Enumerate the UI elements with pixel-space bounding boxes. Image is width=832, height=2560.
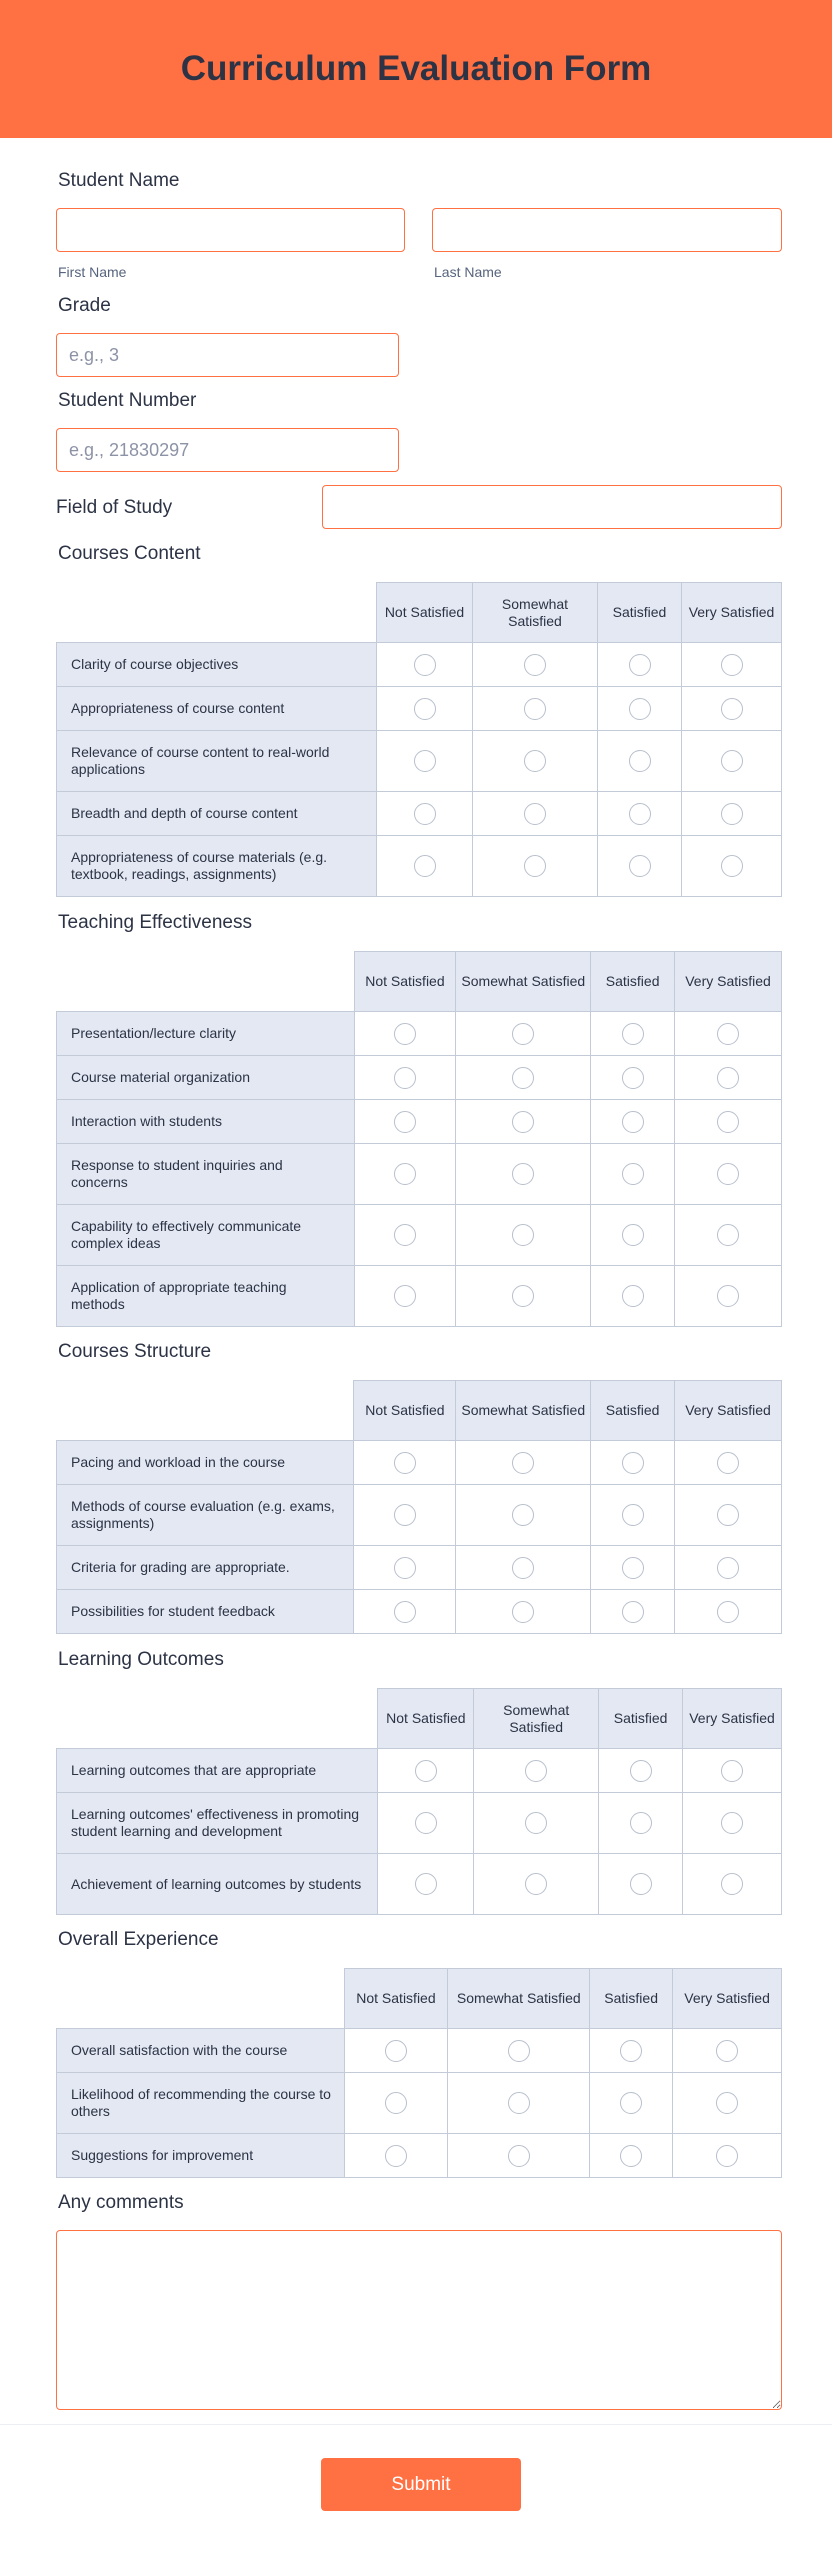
rating-radio[interactable] (622, 1111, 644, 1133)
matrix-row (57, 836, 782, 897)
matrix-cell (683, 1854, 782, 1915)
matrix-cell (683, 1749, 782, 1793)
rating-radio[interactable] (630, 1812, 652, 1834)
section-title: Learning Outcomes (58, 1649, 224, 1670)
last-name-input[interactable] (432, 208, 782, 252)
rating-radio[interactable] (622, 1067, 644, 1089)
matrix-column-header: Not Satisfied (378, 1689, 474, 1749)
rating-radio[interactable] (415, 1760, 437, 1782)
matrix-cell (675, 1266, 782, 1327)
submit-button[interactable]: Submit (321, 2458, 521, 2511)
matrix-cell (591, 1144, 675, 1205)
matrix-cell (591, 1546, 675, 1590)
matrix-cell (591, 1590, 675, 1634)
matrix-column-header: Somewhat Satisfied (473, 583, 598, 643)
section-title: Courses Structure (58, 1341, 212, 1362)
matrix-cell (682, 792, 782, 836)
matrix-column-header: Not Satisfied (344, 1969, 448, 2029)
rating-radio[interactable] (414, 855, 436, 877)
matrix-cell (456, 1012, 591, 1056)
matrix-cell (599, 1854, 683, 1915)
matrix-cell (448, 2029, 590, 2073)
matrix-cell (456, 1590, 591, 1634)
matrix-cell (473, 836, 598, 897)
matrix-cell (473, 792, 598, 836)
rating-radio[interactable] (524, 654, 546, 676)
matrix-column-header: Satisfied (599, 1689, 683, 1749)
rating-radio[interactable] (716, 2092, 738, 2114)
matrix-row-label: Capability to effectively communicate complex ideas (57, 1205, 355, 1266)
matrix-cell (377, 643, 473, 687)
section-title: Teaching Effectiveness (58, 912, 252, 933)
rating-radio[interactable] (629, 654, 651, 676)
matrix-row-label: Learning outcomes' effectiveness in promoting student learning and development (57, 1793, 378, 1854)
rating-radio[interactable] (525, 1812, 547, 1834)
matrix-cell (377, 836, 473, 897)
matrix-row (57, 1205, 782, 1266)
section-title: Courses Content (58, 543, 201, 564)
rating-radio[interactable] (629, 855, 651, 877)
rating-radio[interactable] (717, 1111, 739, 1133)
matrix-cell (378, 1793, 474, 1854)
matrix-cell (598, 731, 682, 792)
matrix-corner (57, 583, 377, 643)
rating-radio[interactable] (629, 698, 651, 720)
matrix-row-label: Suggestions for improvement (57, 2134, 345, 2178)
rating-radio[interactable] (394, 1557, 416, 1579)
rating-radio[interactable] (622, 1023, 644, 1045)
matrix-cell (598, 836, 682, 897)
rating-radio[interactable] (721, 855, 743, 877)
rating-radio[interactable] (717, 1067, 739, 1089)
grade-label: Grade (58, 295, 111, 316)
matrix-cell (599, 1793, 683, 1854)
rating-radio[interactable] (414, 803, 436, 825)
field-of-study-label: Field of Study (56, 497, 173, 518)
rating-radio[interactable] (508, 2145, 530, 2167)
matrix-row-label: Appropriateness of course materials (e.g. textbook, readings, assignments) (57, 836, 377, 897)
matrix-cell (354, 1266, 456, 1327)
matrix-column-header: Somewhat Satisfied (448, 1969, 590, 2029)
rating-radio[interactable] (512, 1285, 534, 1307)
matrix-column-header: Somewhat Satisfied (456, 952, 591, 1012)
matrix-row (57, 2029, 782, 2073)
rating-radio[interactable] (512, 1224, 534, 1246)
matrix-row (57, 1749, 782, 1793)
matrix-row (57, 643, 782, 687)
matrix-cell (682, 687, 782, 731)
matrix-row (57, 1546, 782, 1590)
rating-radio[interactable] (717, 1023, 739, 1045)
matrix-row (57, 792, 782, 836)
matrix-column-header: Not Satisfied (354, 952, 456, 1012)
matrix-row-label: Relevance of course content to real-world applications (57, 731, 377, 792)
matrix-row-label: Possibilities for student feedback (57, 1590, 354, 1634)
rating-radio[interactable] (394, 1285, 416, 1307)
rating-radio[interactable] (622, 1601, 644, 1623)
matrix-cell (673, 2029, 782, 2073)
rating-radio[interactable] (620, 2092, 642, 2114)
matrix-corner (57, 1969, 345, 2029)
matrix-column-header: Very Satisfied (683, 1689, 782, 1749)
matrix-row (57, 731, 782, 792)
matrix-cell (675, 1205, 782, 1266)
rating-radio[interactable] (394, 1601, 416, 1623)
rating-radio[interactable] (620, 2040, 642, 2062)
rating-radio[interactable] (717, 1163, 739, 1185)
rating-radio[interactable] (716, 2040, 738, 2062)
matrix-row-label: Methods of course evaluation (e.g. exams, assignments) (57, 1485, 354, 1546)
matrix-cell (344, 2134, 448, 2178)
matrix-cell (448, 2073, 590, 2134)
rating-radio[interactable] (512, 1111, 534, 1133)
rating-radio[interactable] (394, 1111, 416, 1133)
rating-radio[interactable] (512, 1163, 534, 1185)
rating-radio[interactable] (717, 1224, 739, 1246)
matrix-column-header: Satisfied (591, 1381, 675, 1441)
matrix-cell (591, 1441, 675, 1485)
matrix-cell (682, 643, 782, 687)
matrix-cell (456, 1546, 591, 1590)
matrix-cell (456, 1441, 591, 1485)
rating-radio[interactable] (512, 1452, 534, 1474)
rating-radio[interactable] (512, 1504, 534, 1526)
rating-radio[interactable] (415, 1812, 437, 1834)
matrix-cell (591, 1485, 675, 1546)
footer-divider (0, 2424, 832, 2425)
matrix-row-label: Response to student inquiries and concerns (57, 1144, 355, 1205)
rating-radio[interactable] (414, 654, 436, 676)
rating-radio[interactable] (524, 750, 546, 772)
rating-radio[interactable] (524, 855, 546, 877)
rating-radio[interactable] (717, 1504, 739, 1526)
matrix-cell (344, 2029, 448, 2073)
matrix-cell (598, 643, 682, 687)
matrix-cell (354, 1144, 456, 1205)
learning-outcomes-matrix (56, 1688, 782, 1915)
rating-radio[interactable] (721, 1873, 743, 1895)
first-name-input[interactable] (56, 208, 405, 252)
rating-radio[interactable] (717, 1452, 739, 1474)
matrix-cell (354, 1441, 456, 1485)
matrix-cell (377, 687, 473, 731)
matrix-cell (590, 2029, 673, 2073)
rating-radio[interactable] (620, 2145, 642, 2167)
matrix-row (57, 1144, 782, 1205)
matrix-row-label: Presentation/lecture clarity (57, 1012, 355, 1056)
matrix-cell (354, 1012, 456, 1056)
rating-radio[interactable] (629, 803, 651, 825)
matrix-row (57, 1266, 782, 1327)
matrix-row (57, 1854, 782, 1915)
matrix-column-header: Very Satisfied (673, 1969, 782, 2029)
rating-radio[interactable] (512, 1067, 534, 1089)
section-title: Overall Experience (58, 1929, 219, 1950)
matrix-cell (474, 1749, 599, 1793)
matrix-cell (378, 1749, 474, 1793)
rating-radio[interactable] (394, 1452, 416, 1474)
matrix-row-label: Clarity of course objectives (57, 643, 377, 687)
matrix-cell (354, 1546, 456, 1590)
rating-radio[interactable] (721, 1812, 743, 1834)
matrix-column-header: Not Satisfied (354, 1381, 456, 1441)
rating-radio[interactable] (385, 2145, 407, 2167)
matrix-cell (673, 2134, 782, 2178)
rating-radio[interactable] (629, 750, 651, 772)
matrix-cell (474, 1854, 599, 1915)
form-header (0, 0, 832, 138)
matrix-cell (599, 1749, 683, 1793)
matrix-row-label: Application of appropriate teaching methods (57, 1266, 355, 1327)
rating-radio[interactable] (414, 750, 436, 772)
matrix-row-label: Overall satisfaction with the course (57, 2029, 345, 2073)
form-title: Curriculum Evaluation Form (180, 49, 652, 88)
matrix-row (57, 1590, 782, 1634)
matrix-row-label: Breadth and depth of course content (57, 792, 377, 836)
teaching-effectiveness-matrix (56, 951, 782, 1327)
matrix-row (57, 1100, 782, 1144)
rating-radio[interactable] (622, 1285, 644, 1307)
rating-radio[interactable] (716, 2145, 738, 2167)
matrix-cell (456, 1205, 591, 1266)
student-name-label: Student Name (58, 170, 180, 191)
matrix-cell (675, 1485, 782, 1546)
matrix-column-header: Very Satisfied (675, 1381, 782, 1441)
courses-structure-matrix (56, 1380, 782, 1634)
rating-radio[interactable] (394, 1023, 416, 1045)
rating-radio[interactable] (508, 2092, 530, 2114)
matrix-cell (675, 1441, 782, 1485)
matrix-cell (377, 792, 473, 836)
matrix-cell (598, 792, 682, 836)
rating-radio[interactable] (508, 2040, 530, 2062)
matrix-cell (456, 1144, 591, 1205)
matrix-cell (344, 2073, 448, 2134)
matrix-cell (675, 1012, 782, 1056)
matrix-column-header: Satisfied (590, 1969, 673, 2029)
rating-radio[interactable] (512, 1601, 534, 1623)
rating-radio[interactable] (721, 654, 743, 676)
matrix-cell (591, 1205, 675, 1266)
rating-radio[interactable] (385, 2092, 407, 2114)
matrix-column-header: Satisfied (598, 583, 682, 643)
matrix-cell (598, 687, 682, 731)
matrix-row (57, 2134, 782, 2178)
first-name-sublabel: First Name (58, 264, 127, 280)
matrix-row (57, 1056, 782, 1100)
rating-radio[interactable] (717, 1601, 739, 1623)
matrix-column-header: Very Satisfied (675, 952, 782, 1012)
rating-radio[interactable] (385, 2040, 407, 2062)
matrix-cell (675, 1590, 782, 1634)
rating-radio[interactable] (394, 1504, 416, 1526)
comments-textarea[interactable] (56, 2230, 782, 2410)
courses-content-matrix (56, 582, 782, 897)
rating-radio[interactable] (524, 803, 546, 825)
student-number-label: Student Number (58, 390, 197, 411)
rating-radio[interactable] (622, 1163, 644, 1185)
matrix-cell (591, 1056, 675, 1100)
student-number-input[interactable] (56, 428, 399, 472)
matrix-column-header: Somewhat Satisfied (456, 1381, 591, 1441)
matrix-column-header: Satisfied (591, 952, 675, 1012)
rating-radio[interactable] (415, 1873, 437, 1895)
matrix-cell (456, 1266, 591, 1327)
matrix-cell (675, 1100, 782, 1144)
matrix-cell (377, 731, 473, 792)
rating-radio[interactable] (414, 698, 436, 720)
matrix-row (57, 1012, 782, 1056)
matrix-column-header: Very Satisfied (682, 583, 782, 643)
matrix-row (57, 2073, 782, 2134)
rating-radio[interactable] (721, 803, 743, 825)
rating-radio[interactable] (721, 1760, 743, 1782)
matrix-row (57, 1441, 782, 1485)
grade-input[interactable] (56, 333, 399, 377)
matrix-cell (682, 836, 782, 897)
matrix-row-label: Pacing and workload in the course (57, 1441, 354, 1485)
matrix-row-label: Achievement of learning outcomes by students (57, 1854, 378, 1915)
matrix-cell (378, 1854, 474, 1915)
rating-radio[interactable] (394, 1163, 416, 1185)
matrix-cell (456, 1100, 591, 1144)
matrix-cell (683, 1793, 782, 1854)
matrix-corner (57, 1381, 354, 1441)
matrix-cell (473, 731, 598, 792)
matrix-cell (354, 1056, 456, 1100)
rating-radio[interactable] (622, 1504, 644, 1526)
matrix-row-label: Likelihood of recommending the course to others (57, 2073, 345, 2134)
rating-radio[interactable] (721, 750, 743, 772)
matrix-row (57, 1485, 782, 1546)
matrix-cell (591, 1012, 675, 1056)
matrix-cell (354, 1590, 456, 1634)
last-name-sublabel: Last Name (434, 264, 502, 280)
rating-radio[interactable] (525, 1760, 547, 1782)
matrix-cell (673, 2073, 782, 2134)
rating-radio[interactable] (525, 1873, 547, 1895)
matrix-cell (591, 1100, 675, 1144)
matrix-cell (675, 1144, 782, 1205)
matrix-cell (682, 731, 782, 792)
matrix-row (57, 687, 782, 731)
field-of-study-input[interactable] (322, 485, 782, 529)
matrix-cell (354, 1485, 456, 1546)
matrix-cell (354, 1100, 456, 1144)
rating-radio[interactable] (630, 1760, 652, 1782)
rating-radio[interactable] (717, 1557, 739, 1579)
overall-experience-matrix (56, 1968, 782, 2178)
rating-radio[interactable] (622, 1452, 644, 1474)
rating-radio[interactable] (630, 1873, 652, 1895)
matrix-row-label: Learning outcomes that are appropriate (57, 1749, 378, 1793)
matrix-cell (591, 1266, 675, 1327)
matrix-cell (456, 1056, 591, 1100)
matrix-cell (448, 2134, 590, 2178)
rating-radio[interactable] (717, 1285, 739, 1307)
matrix-column-header: Somewhat Satisfied (474, 1689, 599, 1749)
matrix-cell (590, 2073, 673, 2134)
matrix-row-label: Criteria for grading are appropriate. (57, 1546, 354, 1590)
rating-radio[interactable] (512, 1557, 534, 1579)
rating-radio[interactable] (721, 698, 743, 720)
rating-radio[interactable] (394, 1224, 416, 1246)
matrix-row-label: Course material organization (57, 1056, 355, 1100)
matrix-cell (474, 1793, 599, 1854)
matrix-column-header: Not Satisfied (377, 583, 473, 643)
rating-radio[interactable] (622, 1557, 644, 1579)
comments-label: Any comments (58, 2192, 184, 2213)
matrix-cell (354, 1205, 456, 1266)
matrix-cell (473, 643, 598, 687)
matrix-corner (57, 952, 355, 1012)
matrix-corner (57, 1689, 378, 1749)
rating-radio[interactable] (622, 1224, 644, 1246)
rating-radio[interactable] (512, 1023, 534, 1045)
matrix-row-label: Interaction with students (57, 1100, 355, 1144)
matrix-cell (675, 1056, 782, 1100)
matrix-cell (473, 687, 598, 731)
matrix-cell (456, 1485, 591, 1546)
matrix-cell (590, 2134, 673, 2178)
matrix-row-label: Appropriateness of course content (57, 687, 377, 731)
rating-radio[interactable] (524, 698, 546, 720)
rating-radio[interactable] (394, 1067, 416, 1089)
matrix-cell (675, 1546, 782, 1590)
matrix-row (57, 1793, 782, 1854)
